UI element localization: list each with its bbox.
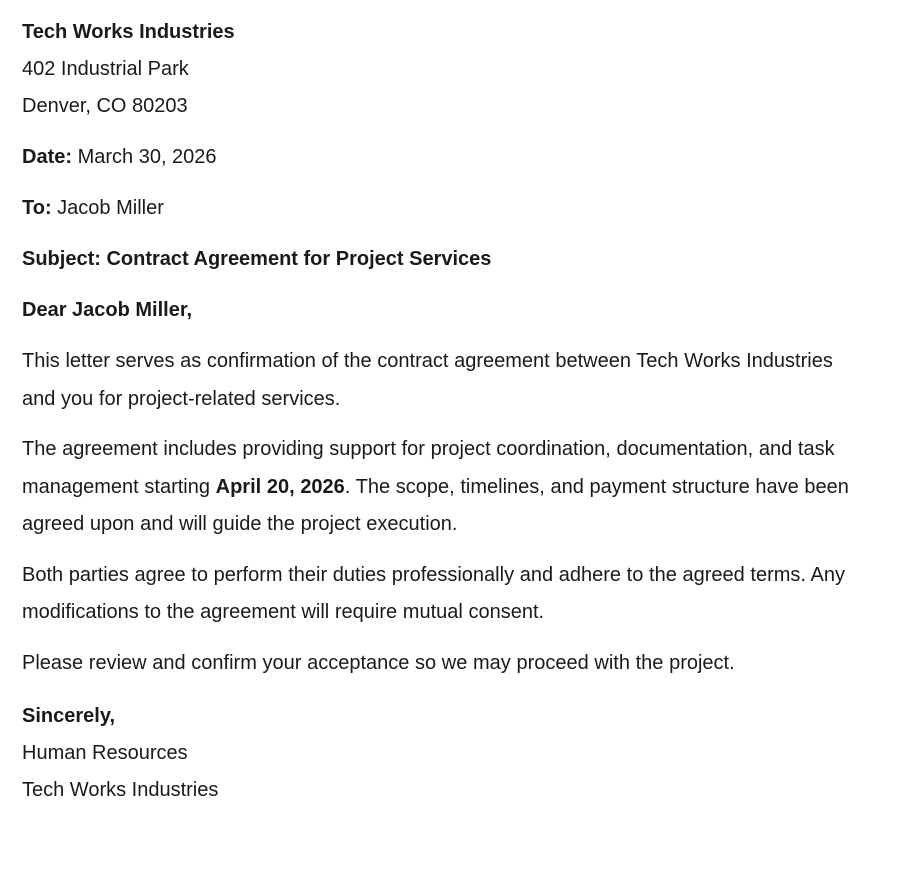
signature-department: Human Resources (22, 742, 188, 764)
signature-closing: Sincerely, (22, 705, 116, 727)
recipient-label: To: (22, 197, 52, 219)
signature-company: Tech Works Industries (22, 779, 219, 801)
date-label: Date: (22, 146, 73, 168)
sender-address-line-2: Denver, CO 80203 (22, 95, 188, 117)
body-paragraph-4: Please review and confirm your acceptance so we may proceed with the project. (22, 651, 735, 674)
salutation-text: Dear Jacob Miller, (22, 299, 193, 321)
body-paragraph-3: Both parties agree to perform their duties professionally and adhere to the agreed terms. Any modifications to the agreement will require mutual consent. (22, 563, 845, 623)
recipient-row (22, 190, 850, 227)
body-paragraph-1: This letter serves as confirmation of the contract agreement between Tech Works Industries and you for project-related services. (22, 350, 833, 410)
subject-line: Subject: Contract Agreement for Project Services (22, 248, 492, 270)
date-row (22, 139, 850, 176)
body-paragraph-2-text-before: The agreement includes providing support for project coordination, documentation, and task management starting (22, 438, 835, 498)
sender-address-line-1: 402 Industrial Park (22, 58, 189, 80)
letter-body (22, 14, 850, 809)
start-date-emphasis: April 20, 2026 (215, 475, 345, 498)
subject-row (22, 241, 850, 278)
body-paragraph-2 (22, 431, 850, 544)
date-value: March 30, 2026 (72, 146, 217, 168)
signature-block (22, 698, 850, 809)
sender-address-block (22, 14, 850, 125)
salutation-row (22, 292, 850, 329)
body-paragraph-2-text-after: . The scope, timelines, and payment structure have been agreed upon and will guide the project execution. (22, 475, 849, 535)
recipient-value: Jacob Miller (51, 197, 164, 219)
sender-company-name: Tech Works Industries (22, 21, 235, 43)
